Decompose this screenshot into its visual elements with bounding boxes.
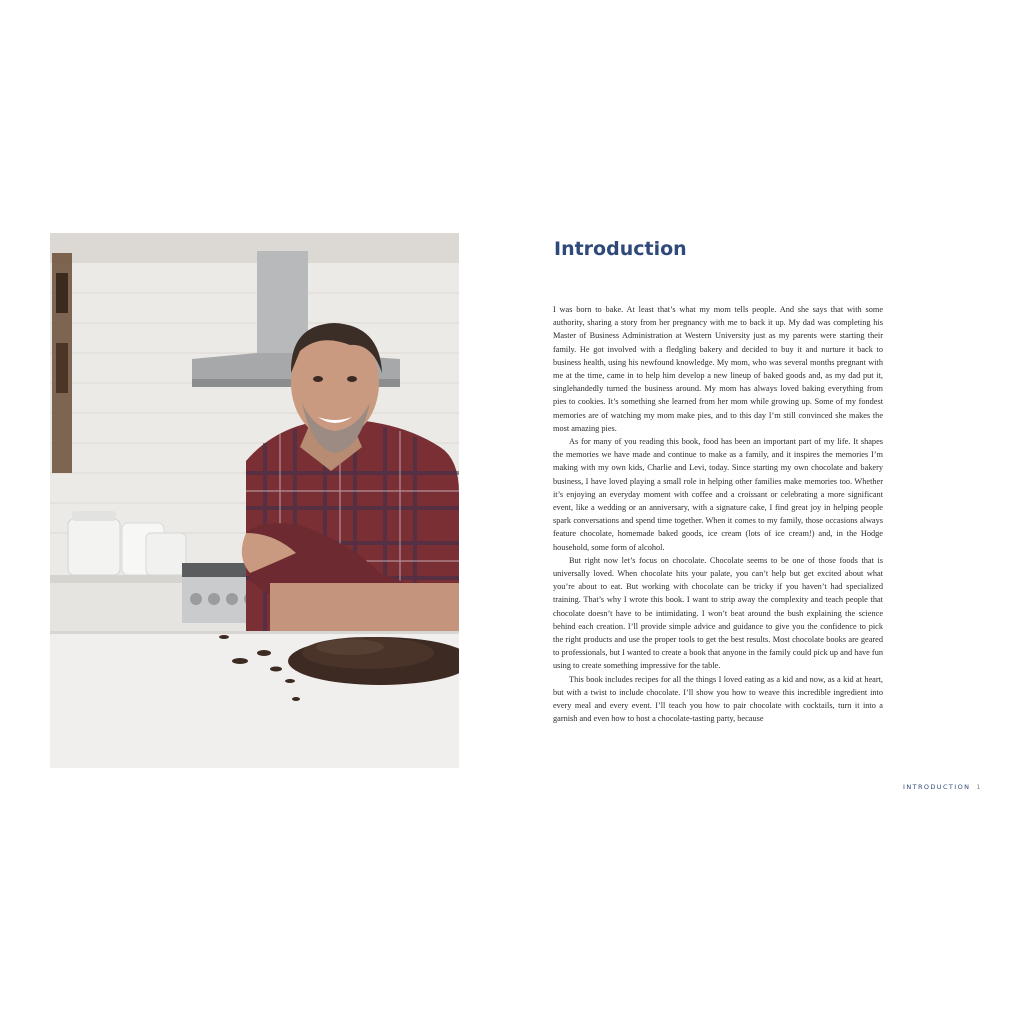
page-number: 1 — [976, 783, 981, 791]
introduction-body — [553, 303, 883, 726]
paragraph: But right now let’s focus on chocolate. Chocolate seems to be one of those foods that is universally loved. When chocolate hits your palate, you can’t help but get excited about what you’re about to eat. But working with chocolate can be tricky if you haven’t had specialized training. That’s why I wrote this book. I want to strip away the complexity and teach people that chocolate doesn’t have to be intimidating. I won’t beat around the bush explaining the science behind each creation. I’ll provide simple advice and guidance to give you the confidence to pick the right products and use the proper tools to get the best results. Most chocolate books are geared to professionals, but I wanted to create a book that anyone in the family could pick up and have fun using to create something impressive for the table. — [553, 555, 883, 671]
paragraph: This book includes recipes for all the things I loved eating as a kid and now, as a kid at heart, but with a twist to include chocolate. I’ll show you how to weave this incredible ingredient into every meal and every event. I’ll teach you how to pair chocolate with cocktails, turn it into a garnish and even how to host a chocolate-tasting party, because — [553, 674, 883, 724]
page-title: Introduction — [554, 238, 687, 260]
author-photo — [50, 233, 459, 768]
paragraph: As for many of you reading this book, food has been an important part of my life. It shapes the memories we have made and continue to make as a family, and it inspires the memories I’m making with my own kids, Charlie and Levi, today. Since starting my own chocolate and bakery business, I have loved playing a small role in helping other families make memories too. Whether it’s enjoying an everyday moment with coffee and a croissant or celebrating a more significant event, like a wedding or an anniversary, with a signature cake, I find great joy in helping people spark conversations and spend time together. When it comes to my family, those occasions always feature chocolate, homemade baked goods, ice cream (lots of ice cream!) and, in the Hodge household, some form of alcohol. — [553, 437, 883, 552]
paragraph: I was born to bake. At least that’s what my mom tells people. And she says that with some authority, sharing a story from her pregnancy with me to back it up. My dad was completing his Master of Business Administration at Western University just as my parents were starting their family. He got involved with a fledgling bakery and decided to buy it and nurture it back to business health, using his newfound knowledge. My mom, who was several months pregnant with me at the time, came in to help him develop a new lineup of baked goods and, as my dad put it, singlehandedly turned the business around. My mom has always loved baking everything from pies to cookies. It’s something she learned from her mom while growing up. Some of my fondest memories are of watching my mom make pies, and to this day I’m still convinced she makes the most amazing pies. — [553, 305, 883, 433]
footer-section-label: INTRODUCTION — [903, 783, 971, 791]
running-footer — [903, 783, 981, 791]
